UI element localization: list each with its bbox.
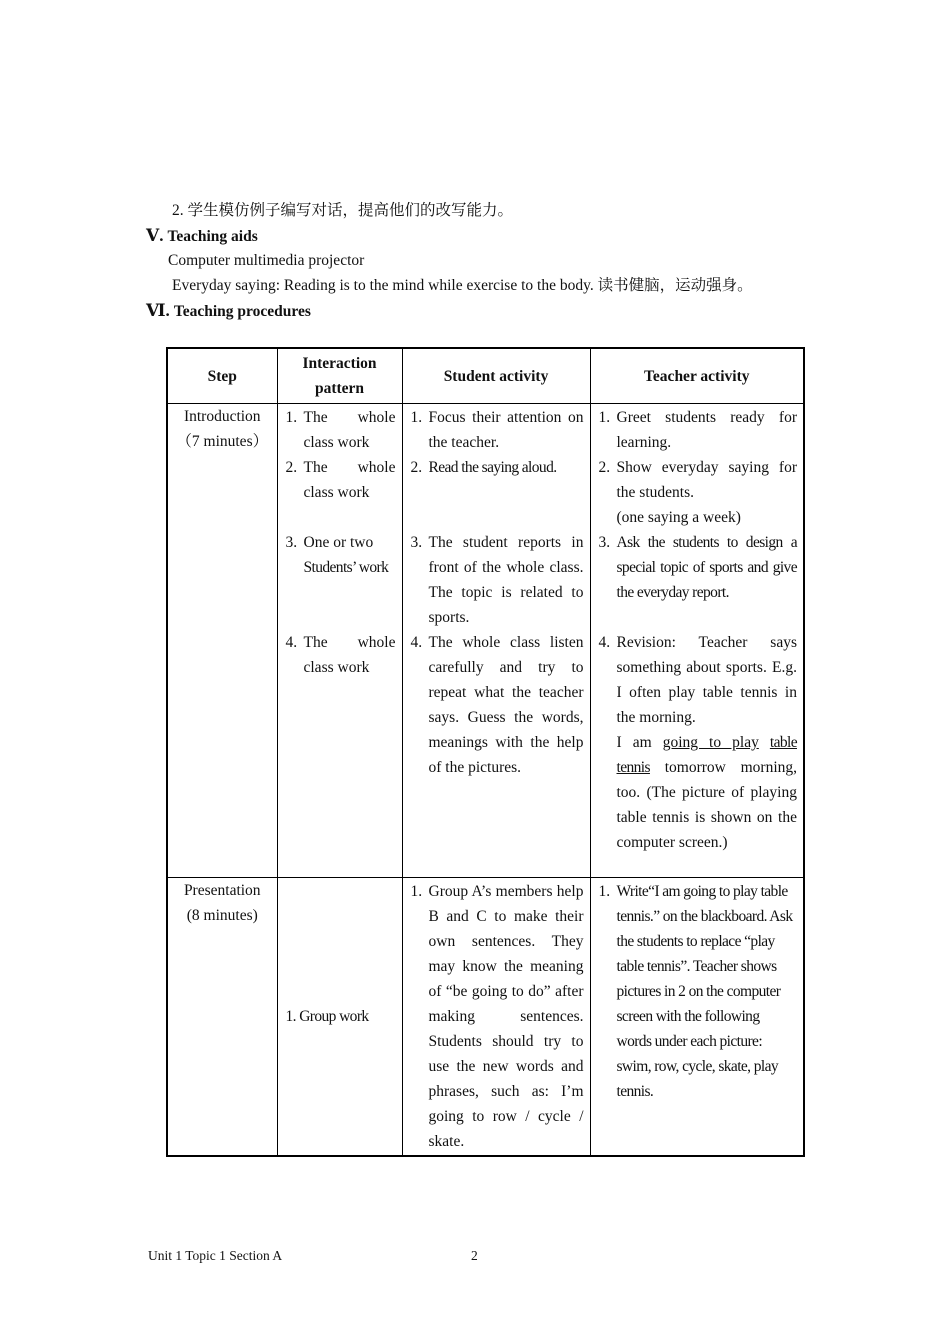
section-title: Teaching procedures: [173, 303, 311, 320]
list-item: 1. Group A’s members help B and C to make their own sentences. They may know the meaning of “be going to do” after making sentences. Students should try to use the new words and phrases, such as: I’m going to row / cycle / skate.: [410, 883, 584, 1150]
step-cell-presentation: [167, 878, 277, 1157]
list-item: 1. Focus their attention on the teacher.: [410, 409, 584, 451]
header-step: Step: [167, 348, 277, 404]
section-number: Ⅵ.: [146, 301, 170, 320]
interaction-cell-presentation: [277, 878, 402, 1157]
section-heading-teaching-procedures: [146, 301, 311, 322]
everyday-saying-text: Everyday saying: Reading is to the mind while exercise to the body. 读书健脑，运动强身。: [172, 277, 753, 294]
footer-unit-label: Unit 1 Topic 1 Section A: [148, 1248, 283, 1263]
teacher-cell-presentation: [590, 878, 804, 1157]
teacher-cell-introduction: [590, 404, 804, 878]
list-item: 3. One or two Students’ work: [285, 534, 389, 576]
list-item: 1. The whole class work: [285, 409, 396, 451]
section-heading-teaching-aids: [146, 226, 258, 247]
interaction-cell-introduction: [277, 404, 402, 878]
list-item: 2. The whole class work: [285, 459, 396, 501]
example-sentence: I am going to play table tennis tomorrow morning, too. (The picture of playing table tennis is shown on the computer screen.): [616, 734, 797, 851]
list-item: 2. Show everyday saying for the students.: [598, 459, 797, 501]
list-item: 4. Revision: Teacher says something about sports. E.g. I often play table tennis in the morning.: [598, 634, 797, 726]
list-item: 3. The student reports in front of the whole class. The topic is related to sports.: [410, 534, 584, 626]
header-student-activity: Student activity: [402, 348, 590, 404]
list-item: 1. Greet students ready for learning.: [598, 409, 797, 451]
header-interaction-pattern: Interaction pattern: [277, 348, 402, 404]
section-title: Teaching aids: [167, 228, 258, 245]
interaction-text: 1. Group work: [285, 1008, 369, 1025]
student-cell-introduction: [402, 404, 590, 878]
teaching-procedures-table: [166, 347, 805, 1157]
list-item: 1. Write“I am going to play table tennis.” on the blackboard. Ask the students to replace “play table tennis”. Teacher shows pictures in 2 on the computer screen with the following words under each picture: swim, row, cycle, skate, play tennis.: [598, 883, 793, 1100]
step-time: （7 minutes）: [176, 433, 269, 450]
table-header-row: [167, 348, 804, 404]
list-item: 4. The whole class work: [285, 634, 396, 676]
list-item: 3. Ask the students to design a special topic of sports and give the everyday report.: [598, 534, 797, 601]
table-row-introduction: [167, 404, 804, 878]
header-teacher-activity: Teacher activity: [590, 348, 804, 404]
step-cell-introduction: [167, 404, 277, 878]
teaching-aids-text: Computer multimedia projector: [168, 252, 365, 269]
step-time: (8 minutes): [186, 907, 258, 924]
list-item: 4. The whole class listen carefully and try to repeat what the teacher says. Guess the words, meanings with the help of the pictures.: [410, 634, 584, 776]
saying-frequency-note: (one saying a week): [616, 509, 741, 526]
student-cell-presentation: [402, 878, 590, 1157]
objective-line-2: 2. 学生模仿例子编写对话，提高他们的改写能力。: [172, 202, 514, 219]
list-item: 2. Read the saying aloud.: [410, 459, 557, 476]
section-number: Ⅴ.: [146, 226, 164, 245]
step-name: Presentation: [183, 882, 261, 899]
table-row-presentation: [167, 878, 804, 1157]
step-name: Introduction: [183, 408, 261, 425]
footer-page-number: 2: [471, 1248, 478, 1263]
